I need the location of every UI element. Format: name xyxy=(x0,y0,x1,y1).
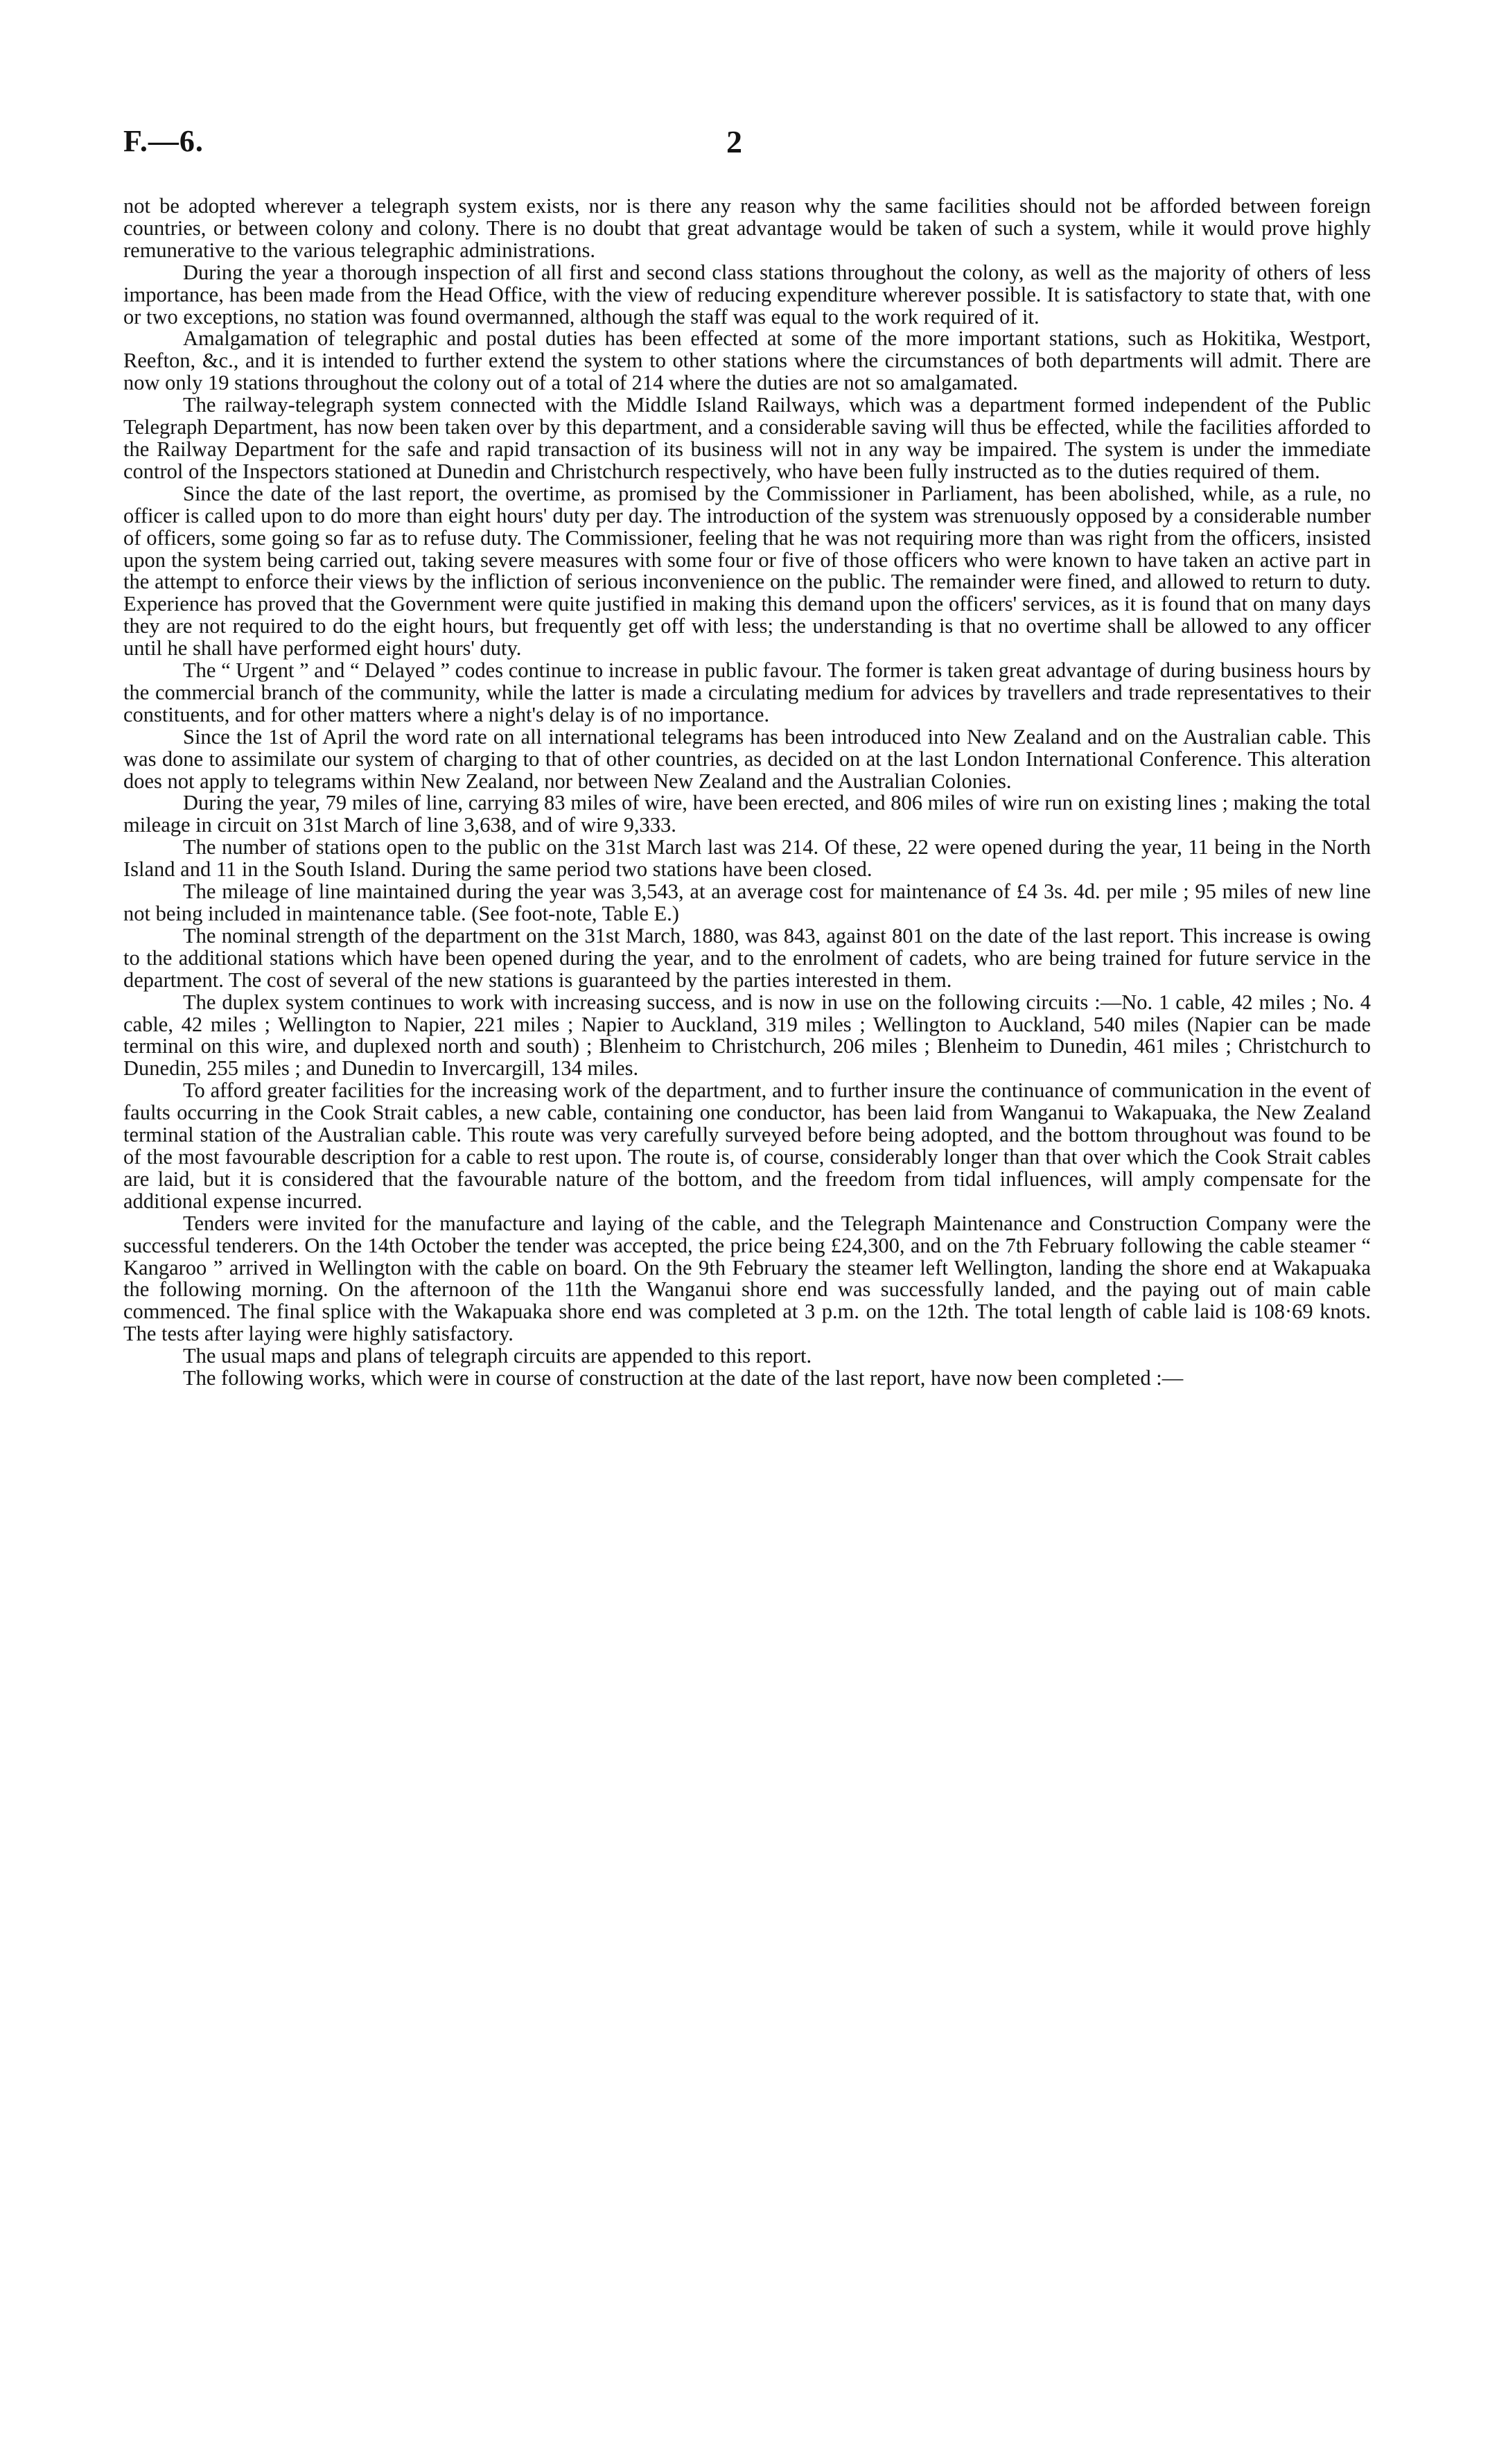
paragraph: Tenders were invited for the manufacture and laying of the cable, and the Telegraph Maintenance and Construction Company were the successful tenderers. On the 14th October the tender was accepted, the price being £24,300, and on the 7th February following the cable steamer “ Kangaroo ” arrived in Wellington with the cable on board. On the 9th February the steamer left Wellington, landing the shore end at Wakapuaka the following morning. On the afternoon of the 11th the Wanganui shore end was successfully landed, and the paying out of main cable commenced. The final splice with the Wakapuaka shore end was completed at 3 p.m. on the 12th. The total length of cable laid is 108·69 knots. The tests after laying were highly satisfactory. xyxy=(123,1211,1371,1346)
paragraph: Amalgamation of telegraphic and postal duties has been effected at some of the more important stations, such as Hokitika, Westport, Reefton, &c., and it is intended to further extend the system to other stations where the circumstances of both departments will admit. There are now only 19 stations throughout the colony out of a total of 214 where the duties are not so amalgamated. xyxy=(123,326,1371,395)
page-header xyxy=(123,123,1371,165)
paragraph: The number of stations open to the public on the 31st March last was 214. Of these, 22 were opened during the year, 11 being in the North Island and 11 in the South Island. During the same period two stations have been closed. xyxy=(123,835,1371,882)
paragraph: not be adopted wherever a telegraph system exists, nor is there any reason why the same facilities should not be afforded between foreign countries, or between colony and colony. There is no doubt that great advantage would be taken of such a system, while it would prove highly remunerative to the various telegraphic administrations. xyxy=(123,194,1371,262)
paragraph: The railway-telegraph system connected with the Middle Island Railways, which was a department formed independent of the Public Telegraph Department, has now been taken over by this department, and a considerable saving will thus be effected, while the facilities afforded to the Railway Department for the safe and rapid transaction of its business will not in any way be impaired. The system is under the immediate control of the Inspectors stationed at Dunedin and Christchurch respectively, who have been fully instructed as to the duties required of them. xyxy=(123,393,1371,483)
document-reference: F.—6. xyxy=(123,124,204,158)
paragraph: The usual maps and plans of telegraph circuits are appended to this report. xyxy=(183,1344,812,1368)
paragraph: The nominal strength of the department on the 31st March, 1880, was 843, against 801 on the date of the last report. This increase is owing to the additional stations which have been opened during the year, and to the enrolment of cadets, who are being trained for future service in the department. The cost of several of the new stations is guaranteed by the parties interested in them. xyxy=(123,923,1371,992)
page-number: 2 xyxy=(726,124,742,159)
paragraph: The “ Urgent ” and “ Delayed ” codes continue to increase in public favour. The former is taken great advantage of during business hours by the commercial branch of the community, while the latter is made a circulating medium for advices by travellers and trade representatives to their constituents, and for other matters where a night's delay is of no importance. xyxy=(123,658,1371,726)
paragraph: During the year, 79 miles of line, carrying 83 miles of wire, have been erected, and 806 miles of wire run on existing lines ; making the total mileage in circuit on 31st March of line 3,638, and of wire 9,333. xyxy=(123,791,1371,837)
paragraph: To afford greater facilities for the increasing work of the department, and to further insure the continuance of communication in the event of faults occurring in the Cook Strait cables, a new cable, containing one conductor, has been laid from Wanganui to Wakapuaka, the New Zealand terminal station of the Australian cable. This route was very carefully surveyed before being adopted, and the bottom throughout was found to be of the most favourable description for a cable to rest upon. The route is, of course, considerably longer than that over which the Cook Strait cables are laid, but it is considered that the favourable nature of the bottom, and the freedom from tidal influences, will amply compensate for the additional expense incurred. xyxy=(123,1078,1371,1213)
body-text xyxy=(123,195,1371,1390)
paragraph: The following works, which were in course of construction at the date of the last report, have now been completed :— xyxy=(183,1366,1184,1390)
paragraph: Since the date of the last report, the overtime, as promised by the Commissioner in Parliament, has been abolished, while, as a rule, no officer is called upon to do more than eight hours' duty per day. The introduction of the system was strenuously opposed by a considerable number of officers, some going so far as to refuse duty. The Commissioner, feeling that he was not requiring more than was right from the officers, insisted upon the system being carried out, taking severe measures with some four or five of those officers who were known to have taken an active part in the attempt to enforce their views by the infliction of serious inconvenience on the public. The remainder were fined, and allowed to return to duty. Experience has proved that the Government were quite justified in making this demand upon the officers' services, as it is found that on many days they are not required to do the eight hours, but frequently get off with less; the understanding is that no overtime shall be allowed to any officer until he shall have performed eight hours' duty. xyxy=(123,481,1371,661)
paragraph: Since the 1st of April the word rate on all international telegrams has been introduced into New Zealand and on the Australian cable. This was done to assimilate our system of charging to that of other countries, as decided on at the last London International Conference. This alteration does not apply to telegrams within New Zealand, nor between New Zealand and the Australian Colonies. xyxy=(123,724,1371,793)
paragraph: The duplex system continues to work with increasing success, and is now in use on the following circuits :—No. 1 cable, 42 miles ; No. 4 cable, 42 miles ; Wellington to Napier, 221 miles ; Napier to Auckland, 319 miles ; Wellington to Auckland, 540 miles (Napier can be made terminal on this wire, and duplexed north and south) ; Blenheim to Christchurch, 206 miles ; Blenheim to Dunedin, 461 miles ; Christchurch to Dunedin, 255 miles ; and Dunedin to Invercargill, 134 miles. xyxy=(123,990,1371,1081)
paragraph: During the year a thorough inspection of all first and second class stations throughout the colony, as well as the majority of others of less importance, has been made from the Head Office, with the view of reducing expenditure wherever possible. It is satisfactory to state that, with one or two exceptions, no station was found overmanned, although the staff was equal to the work required of it. xyxy=(123,260,1371,329)
paragraph: The mileage of line maintained during the year was 3,543, at an average cost for maintenance of £4 3s. 4d. per mile ; 95 miles of new line not being included in maintenance table. (See foot-note, Table E.) xyxy=(123,880,1371,925)
